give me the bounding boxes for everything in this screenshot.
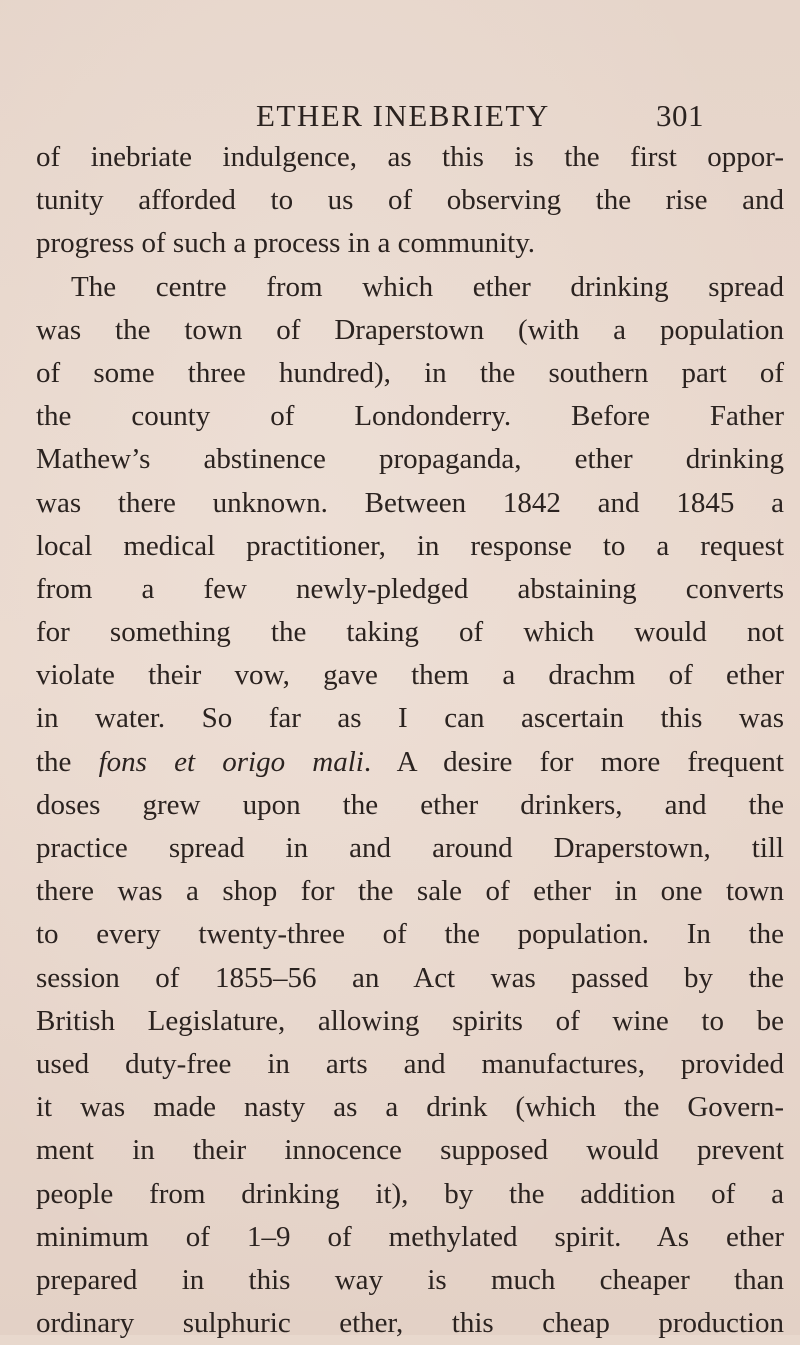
text-line: progress of such a process in a community. bbox=[36, 227, 536, 260]
text-line: from a few newly-pledged abstaining converts bbox=[36, 572, 784, 605]
text-line-with-italic bbox=[36, 741, 784, 784]
text-line: was the town of Draperstown (with a population bbox=[36, 313, 784, 346]
running-title: ETHER INEBRIETY bbox=[256, 98, 550, 133]
text-line: tunity afforded to us of observing the rise and bbox=[36, 184, 784, 217]
text-line: of some three hundred), in the southern part of bbox=[36, 356, 784, 389]
text-line: doses grew upon the ether drinkers, and the bbox=[36, 788, 784, 821]
text-line: people from drinking it), by the addition of a bbox=[36, 1177, 784, 1210]
text-line: minimum of 1–9 of methylated spirit. As ether bbox=[36, 1220, 784, 1253]
text-run: . A desire for more frequent bbox=[363, 745, 784, 778]
text-line: Mathew’s abstinence propaganda, ether drinking bbox=[36, 443, 784, 476]
paragraph-first-line: The centre from which ether drinking spread bbox=[71, 270, 784, 303]
text-line: violate their vow, gave them a drachm of ether bbox=[36, 659, 784, 692]
text-line: local medical practitioner, in response to a request bbox=[36, 529, 784, 562]
text-line: in water. So far as I can ascertain this was bbox=[36, 702, 784, 735]
page-number: 301 bbox=[656, 98, 704, 133]
text-line: ordinary sulphuric ether, this cheap production bbox=[36, 1307, 784, 1340]
text-line: there was a shop for the sale of ether in one town bbox=[36, 875, 784, 908]
text-line: prepared in this way is much cheaper than bbox=[36, 1263, 784, 1296]
text-line: ment in their innocence supposed would prevent bbox=[36, 1134, 784, 1167]
text-line: session of 1855–56 an Act was passed by the bbox=[36, 961, 784, 994]
running-head bbox=[0, 96, 800, 136]
text-line: used duty-free in arts and manufactures, provided bbox=[36, 1047, 784, 1080]
text-line: the county of Londonderry. Before Father bbox=[36, 400, 784, 433]
text-line: to every twenty-three of the population. In the bbox=[36, 918, 784, 951]
text-line: British Legislature, allowing spirits of wine to be bbox=[36, 1004, 784, 1037]
text-line: was there unknown. Between 1842 and 1845 a bbox=[36, 486, 784, 519]
body-text bbox=[36, 136, 784, 1345]
text-line: for something the taking of which would not bbox=[36, 616, 784, 649]
text-line: of inebriate indulgence, as this is the first oppor- bbox=[36, 141, 784, 173]
text-line: practice spread in and around Draperstown, till bbox=[36, 832, 784, 864]
text-line: it was made nasty as a drink (which the Govern- bbox=[36, 1091, 784, 1124]
italic-phrase: fons et origo mali bbox=[98, 745, 364, 778]
text-run: the bbox=[36, 745, 99, 778]
